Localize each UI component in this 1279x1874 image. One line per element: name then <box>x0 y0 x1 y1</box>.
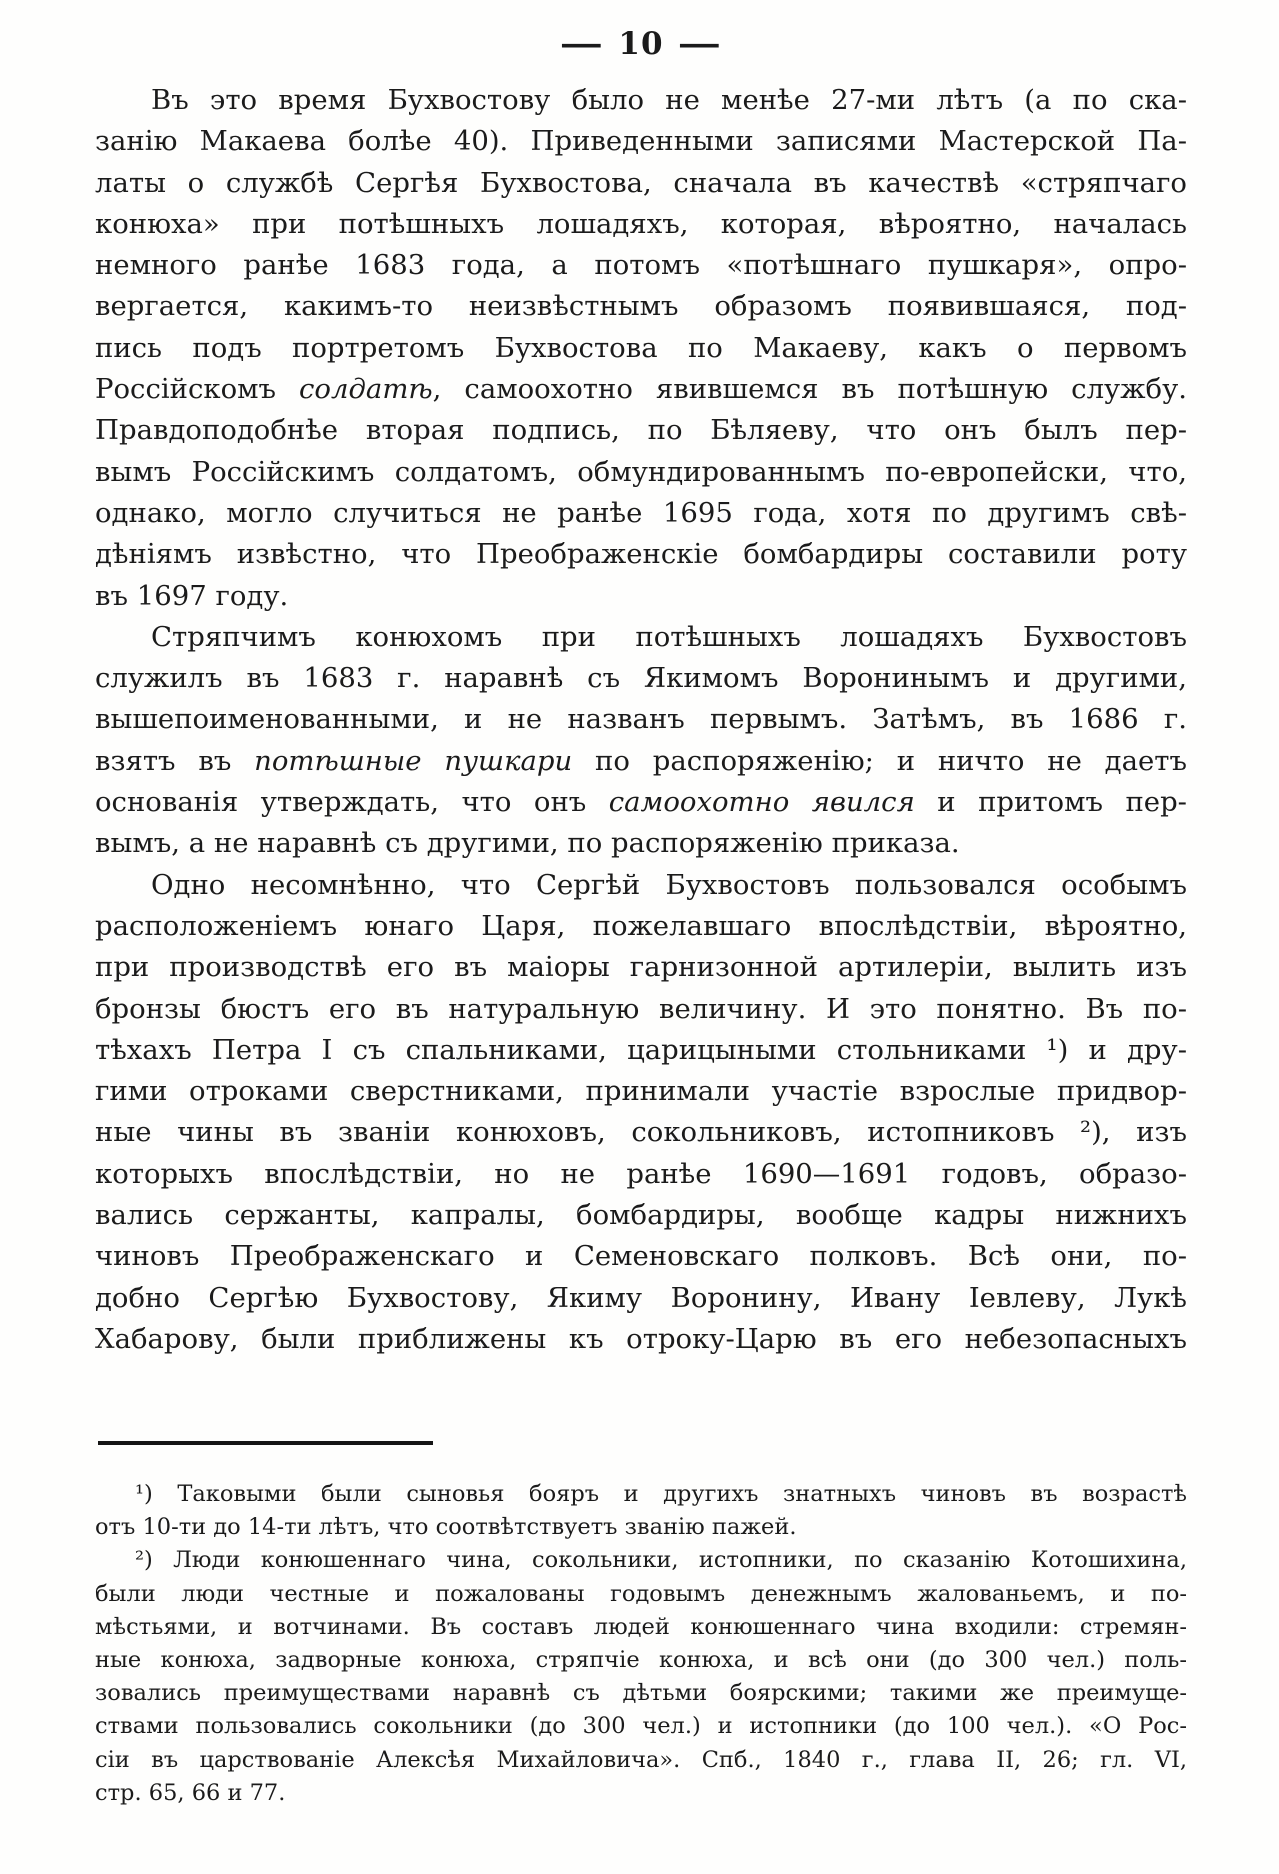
text-line <box>95 1154 1187 1195</box>
text-line <box>95 328 1187 369</box>
text-segment: которыхъ впослѣдствіи, но не ранѣе 1690—1691 годовъ, образо- <box>95 1157 1187 1190</box>
text-segment: Стряпчимъ конюхомъ при потѣшныхъ лошадяхъ Бухвостовъ <box>151 620 1187 653</box>
text-line <box>95 452 1187 493</box>
text-segment: вымъ, а не наравнѣ съ другими, по распоряженію приказа. <box>95 827 960 860</box>
text-line <box>95 369 1187 410</box>
text-line <box>95 1578 1187 1611</box>
text-line <box>95 1319 1187 1360</box>
text-line <box>95 1112 1187 1153</box>
text-segment: ¹) Таковыми были сыновья бояръ и другихъ знатныхъ чиновъ въ возрастѣ <box>135 1481 1187 1507</box>
text-segment: однако, могло случиться не ранѣе 1695 года, хотя по другимъ свѣ- <box>95 496 1187 529</box>
footnote <box>95 1544 1187 1810</box>
footnote-separator <box>98 1441 433 1445</box>
text-segment: основанія утверждать, что онъ <box>95 786 609 819</box>
text-segment: Правдоподобнѣе вторая подпись, по Бѣляеву, что онъ былъ пер- <box>95 414 1187 447</box>
text-line <box>95 617 1187 658</box>
text-segment: вергается, какимъ-то неизвѣстнымъ образомъ появившаяся, под- <box>95 290 1187 323</box>
italic-text: самоохотно явился <box>608 786 915 819</box>
text-line <box>95 947 1187 988</box>
text-line <box>95 1777 1187 1810</box>
text-line <box>95 1511 1187 1544</box>
text-line <box>95 204 1187 245</box>
text-segment: стр. 65, 66 и 77. <box>95 1779 286 1806</box>
text-line <box>95 80 1187 121</box>
text-segment: вались сержанты, капралы, бомбардиры, вообще кадры нижнихъ <box>95 1199 1187 1232</box>
text-segment: ные чины въ званіи конюховъ, сокольниковъ, истопниковъ ²), изъ <box>95 1116 1187 1149</box>
text-line <box>95 741 1187 782</box>
text-segment: бронзы бюстъ его въ натуральную величину. И это понятно. Въ по- <box>95 992 1187 1025</box>
text-line <box>95 245 1187 286</box>
text-segment: служилъ въ 1683 г. наравнѣ съ Якимомъ Воронинымъ и другими, <box>95 662 1187 695</box>
text-line <box>95 410 1187 451</box>
text-segment: чиновъ Преображенскаго и Семеновскаго полковъ. Всѣ они, по- <box>95 1240 1187 1273</box>
header-left-dash: — <box>560 26 605 62</box>
text-segment: Хабарову, были приближены къ отроку-Царю въ его небезопасныхъ <box>95 1322 1187 1355</box>
text-line <box>95 865 1187 906</box>
text-segment: Одно несомнѣнно, что Сергѣй Бухвостовъ пользовался особымъ <box>151 868 1187 901</box>
text-segment: пись подъ портретомъ Бухвостова по Макаеву, какъ о первомъ <box>95 331 1187 364</box>
italic-text: потѣшные пушкари <box>254 744 573 777</box>
footnotes <box>95 1478 1187 1810</box>
text-line <box>95 576 1187 617</box>
text-segment: отъ 10-ти до 14-ти лѣтъ, что соотвѣтствуетъ званію пажей. <box>95 1514 797 1541</box>
text-line <box>95 1071 1187 1112</box>
text-segment: ствами пользовались сокольники (до 300 чел.) и истопники (до 100 чел.). «О Рос- <box>95 1713 1187 1740</box>
text-line <box>95 989 1187 1030</box>
text-line <box>95 1544 1187 1577</box>
text-line <box>95 1195 1187 1236</box>
text-segment: по распоряженію; и ничто не даетъ <box>572 744 1187 777</box>
text-line <box>95 286 1187 327</box>
text-segment: и притомъ пер- <box>914 786 1187 819</box>
text-line <box>95 493 1187 534</box>
text-segment: добно Сергѣю Бухвостову, Якиму Воронину, Ивану Іевлеву, Лукѣ <box>95 1281 1187 1314</box>
header-right-dash: — <box>677 26 722 62</box>
text-line <box>95 823 1187 864</box>
text-line <box>95 1644 1187 1677</box>
text-segment: дѣніямъ извѣстно, что Преображенскіе бомбардиры составили роту <box>95 538 1187 571</box>
text-line <box>95 1278 1187 1319</box>
page-header <box>95 26 1187 62</box>
text-segment: латы о службѣ Сергѣя Бухвостова, сначала въ качествѣ «стряпчаго <box>95 166 1187 199</box>
text-segment: въ 1697 году. <box>95 579 289 612</box>
italic-text: солдатѣ <box>299 373 433 406</box>
text-line <box>95 121 1187 162</box>
text-line <box>95 1710 1187 1743</box>
text-segment: ²) Люди конюшеннаго чина, сокольники, истопники, по сказанію Котошихина, <box>135 1547 1187 1574</box>
text-segment: занію Макаева болѣе 40). Приведенными записями Мастерской Па- <box>95 125 1187 158</box>
text-line <box>95 906 1187 947</box>
paragraph <box>95 617 1187 865</box>
text-segment: вымъ Россійскимъ солдатомъ, обмундированнымъ по-европейски, что, <box>95 455 1187 488</box>
text-segment: взятъ въ <box>95 744 255 777</box>
text-segment: при производствѣ его въ маіоры гарнизонной артилеріи, вылить изъ <box>95 951 1187 984</box>
text-segment: гими отроками сверстниками, принимали участіе взрослые придвор- <box>95 1075 1187 1108</box>
text-segment: немного ранѣе 1683 года, а потомъ «потѣшнаго пушкаря», опро- <box>95 249 1187 282</box>
main-text <box>95 80 1187 1360</box>
text-segment: сіи въ царствованіе Алексѣя Михайловича». Спб., 1840 г., глава II, 26; гл. VI, <box>95 1746 1187 1773</box>
text-segment: тѣхахъ Петра I съ спальниками, царицыными стольниками ¹) и дру- <box>95 1033 1187 1066</box>
text-line <box>95 658 1187 699</box>
text-segment: конюха» при потѣшныхъ лошадяхъ, которая, вѣроятно, началась <box>95 207 1187 240</box>
page-number: 10 <box>618 26 664 62</box>
footnote <box>95 1478 1187 1544</box>
text-segment: Россійскомъ <box>95 373 300 406</box>
text-line <box>95 1478 1187 1511</box>
text-line <box>95 782 1187 823</box>
text-line <box>95 1030 1187 1071</box>
text-line <box>95 1611 1187 1644</box>
text-line <box>95 1677 1187 1710</box>
text-segment: вышепоименованными, и не названъ первымъ. Затѣмъ, въ 1686 г. <box>95 703 1187 736</box>
text-line <box>95 163 1187 204</box>
text-segment: ные конюха, задворные конюха, стряпчіе конюха, и всѣ они (до 300 чел.) поль- <box>95 1647 1187 1674</box>
paragraph <box>95 865 1187 1361</box>
text-segment: мѣстьями, и вотчинами. Въ составъ людей конюшеннаго чина входили: стремян- <box>95 1613 1187 1640</box>
text-line <box>95 534 1187 575</box>
text-line <box>95 1236 1187 1277</box>
text-segment: были люди честные и пожалованы годовымъ денежнымъ жалованьемъ, и по- <box>95 1580 1187 1607</box>
text-line <box>95 699 1187 740</box>
text-line <box>95 1744 1187 1777</box>
text-segment: расположеніемъ юнаго Царя, пожелавшаго впослѣдствіи, вѣроятно, <box>95 909 1187 942</box>
text-segment: зовались преимуществами наравнѣ съ дѣтьми боярскими; такими же преимуще- <box>95 1680 1187 1707</box>
text-segment: Въ это время Бухвостову было не менѣе 27-ми лѣтъ (а по ска- <box>151 84 1187 116</box>
paragraph <box>95 80 1187 617</box>
text-segment: , самоохотно явившемся въ потѣшную службу. <box>432 373 1188 406</box>
